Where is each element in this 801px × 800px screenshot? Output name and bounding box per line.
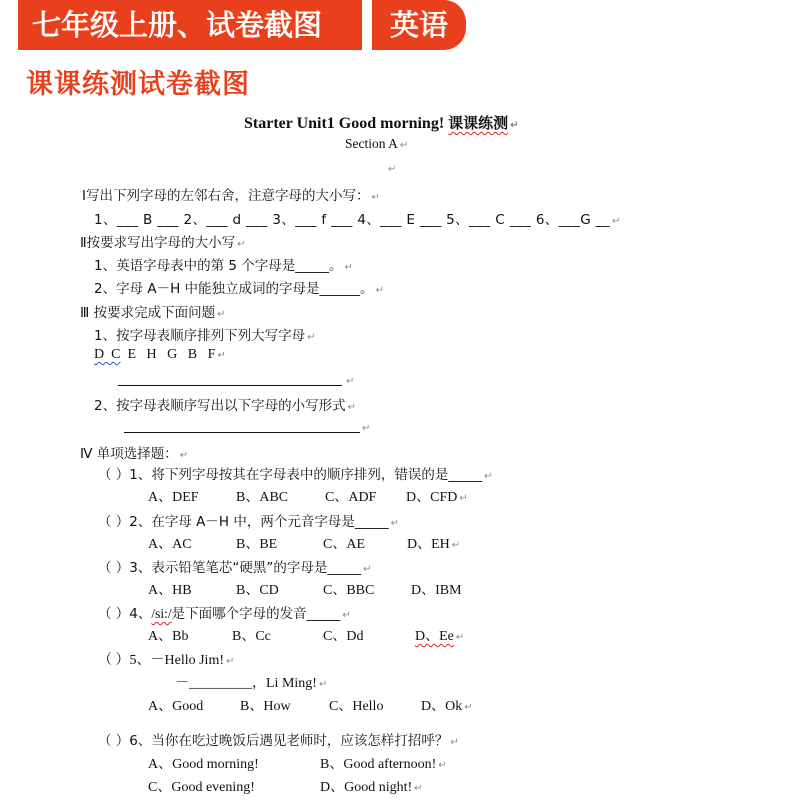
section4-heading [80, 442, 188, 462]
paragraph-mark-icon: ↵ [346, 376, 355, 387]
q4-option-c: C、Dd [323, 629, 364, 644]
section2-question-2-text: 2、字母 A－H 中能独立成词的字母是______。 [94, 281, 374, 297]
question-1-text: （ ）1、将下列字母按其在字母表中的顺序排列，错误的是_____ [98, 467, 483, 483]
q1-option-d-text: D、CFD [406, 490, 458, 505]
answer-line-2-end [360, 419, 370, 435]
question-1 [98, 463, 493, 483]
q5-option-c: C、Hello [329, 699, 384, 714]
paragraph-mark-icon: ↵ [344, 262, 353, 273]
paragraph-mark-icon: ↵ [455, 632, 465, 643]
section3-heading-text: Ⅲ 按要求完成下面问题 [80, 305, 216, 321]
paragraph-mark-icon: ↵ [342, 610, 351, 621]
question-6 [98, 729, 459, 749]
question-5-text: （ ）5、－Hello Jim! [98, 653, 224, 668]
exam-title-cn: 课课练测 [448, 114, 509, 132]
paragraph-mark-icon: ↵ [450, 737, 459, 748]
section3-letters [94, 347, 226, 363]
q2-option-a: A、AC [148, 537, 192, 552]
paragraph-mark-icon: ↵ [371, 192, 380, 203]
q6-option-a: A、Good morning! [148, 757, 259, 772]
paragraph-mark-icon: ↵ [451, 540, 461, 551]
section1-items [94, 208, 621, 228]
answer-line-1-end [344, 372, 354, 388]
section3-question-1-text: 1、按字母表顺序排列下列大写字母 [94, 328, 306, 344]
question-4-phonetic: /si:/ [151, 606, 172, 621]
paragraph-mark-icon: ↵ [307, 332, 316, 343]
question-6-text: （ ）6、当你在吃过晚饭后遇见老师时，应该怎样打招呼？ [98, 733, 449, 749]
paragraph-mark-icon: ↵ [217, 350, 226, 361]
paragraph-mark-icon: ↵ [237, 239, 246, 250]
q1-option-a: A、DEF [148, 490, 199, 505]
paragraph-mark-icon: ↵ [438, 760, 447, 771]
q6-option-d-text: D、Good night! [320, 780, 413, 795]
question-3 [98, 556, 372, 576]
paragraph-mark-icon: ↵ [179, 450, 189, 461]
q3-option-a: A、HB [148, 583, 192, 598]
banner-grade-title [18, 0, 362, 50]
section2-question-1 [94, 254, 353, 274]
q6-option-c: C、Good evening! [148, 780, 255, 795]
q6-option-d [320, 776, 423, 796]
paragraph-mark-icon: ↵ [375, 285, 384, 296]
exam-title [244, 112, 519, 133]
paragraph-mark-icon: ↵ [459, 493, 468, 504]
q1-option-d [406, 486, 468, 506]
q2-option-c: C、AE [323, 537, 365, 552]
question-5-reply [175, 672, 327, 692]
q5-option-a: A、Good [148, 699, 204, 714]
paragraph-mark-icon: ↵ [464, 702, 473, 713]
paragraph-mark-icon: ↵ [399, 140, 409, 151]
empty-paragraph [386, 160, 396, 176]
q2-option-b: B、BE [236, 537, 278, 552]
q1-option-b: B、ABC [236, 490, 289, 505]
section2-question-1-text: 1、英语字母表中的第 5 个字母是_____。 [94, 258, 343, 274]
q2-option-d-text: D、EH [407, 537, 450, 552]
q6-option-b [320, 753, 447, 773]
section3-heading [80, 301, 226, 321]
q3-option-c: C、BBC [323, 583, 375, 598]
section-label-text: Section A [345, 136, 398, 151]
paragraph-mark-icon: ↵ [390, 518, 399, 529]
section3-question-2-text: 2、按字母表顺序写出以下字母的小写形式 [94, 398, 346, 414]
section2-heading-text: Ⅱ按要求写出字母的大小写 [80, 235, 236, 251]
question-5-reply-text: －_________，Li Ming! [175, 676, 317, 691]
banner-subject-text: 英语 [389, 8, 448, 42]
q6-option-b-text: B、Good afternoon! [320, 757, 437, 772]
paragraph-mark-icon: ↵ [347, 402, 356, 413]
question-2-text: （ ）2、在字母 A－H 中，两个元音字母是_____ [98, 514, 389, 530]
q4-option-b: B、Cc [232, 629, 271, 644]
q5-option-d [421, 695, 473, 715]
section1-heading [82, 184, 380, 204]
question-3-text: （ ）3、表示铅笔笔芯“硬黑”的字母是_____ [98, 560, 362, 576]
q1-option-c: C、ADF [325, 490, 377, 505]
exam-document [0, 104, 801, 800]
q2-option-d [407, 533, 460, 553]
page-subtitle: 课课练测试卷截图 [26, 69, 250, 100]
paragraph-mark-icon: ↵ [226, 656, 235, 667]
section3-question-1 [94, 324, 315, 344]
paragraph-mark-icon: ↵ [612, 216, 621, 227]
banner-grade-text: 七年级上册、试卷截图 [32, 8, 323, 42]
q3-option-b: B、CD [236, 583, 279, 598]
section3-letters-b: E H G B F [120, 347, 216, 362]
section-label [345, 136, 408, 152]
q4-option-d [415, 625, 464, 645]
q4-option-a: A、Bb [148, 629, 189, 644]
answer-line-1 [118, 385, 342, 386]
paragraph-mark-icon: ↵ [362, 423, 371, 434]
paragraph-mark-icon: ↵ [318, 679, 328, 690]
paragraph-mark-icon: ↵ [414, 783, 423, 794]
banner-subject [372, 0, 466, 50]
section3-question-2 [94, 394, 356, 414]
q4-option-d-text: D、Ee [415, 629, 454, 644]
paragraph-mark-icon: ↵ [510, 120, 519, 131]
section1-items-text: 1、___ B ___ 2、___ d ___ 3、___ f ___ 4、___ E ___ 5、___ C ___ 6、___G __ [94, 212, 611, 228]
paragraph-mark-icon: ↵ [363, 564, 372, 575]
section1-heading-text: Ⅰ写出下列字母的左邻右舍，注意字母的大小写： [82, 188, 370, 204]
section4-heading-text: Ⅳ 单项选择题： [80, 446, 178, 462]
paragraph-mark-icon: ↵ [388, 164, 397, 175]
q5-option-b: B、How [240, 699, 291, 714]
exam-title-en: Starter Unit1 Good morning! [244, 115, 445, 132]
section2-question-2 [94, 277, 384, 297]
question-4 [98, 602, 351, 622]
paragraph-mark-icon: ↵ [484, 471, 493, 482]
question-5 [98, 649, 234, 669]
paragraph-mark-icon: ↵ [217, 309, 226, 320]
q3-option-d: D、IBM [411, 583, 462, 598]
section2-heading [80, 231, 246, 251]
question-4-post: 是下面哪个字母的发音_____ [171, 606, 341, 622]
answer-line-2 [124, 432, 360, 433]
section3-letters-a: D C [94, 347, 121, 362]
q5-option-d-text: D、Ok [421, 699, 463, 714]
question-2 [98, 510, 399, 530]
question-4-pre: （ ）4、 [98, 606, 152, 622]
